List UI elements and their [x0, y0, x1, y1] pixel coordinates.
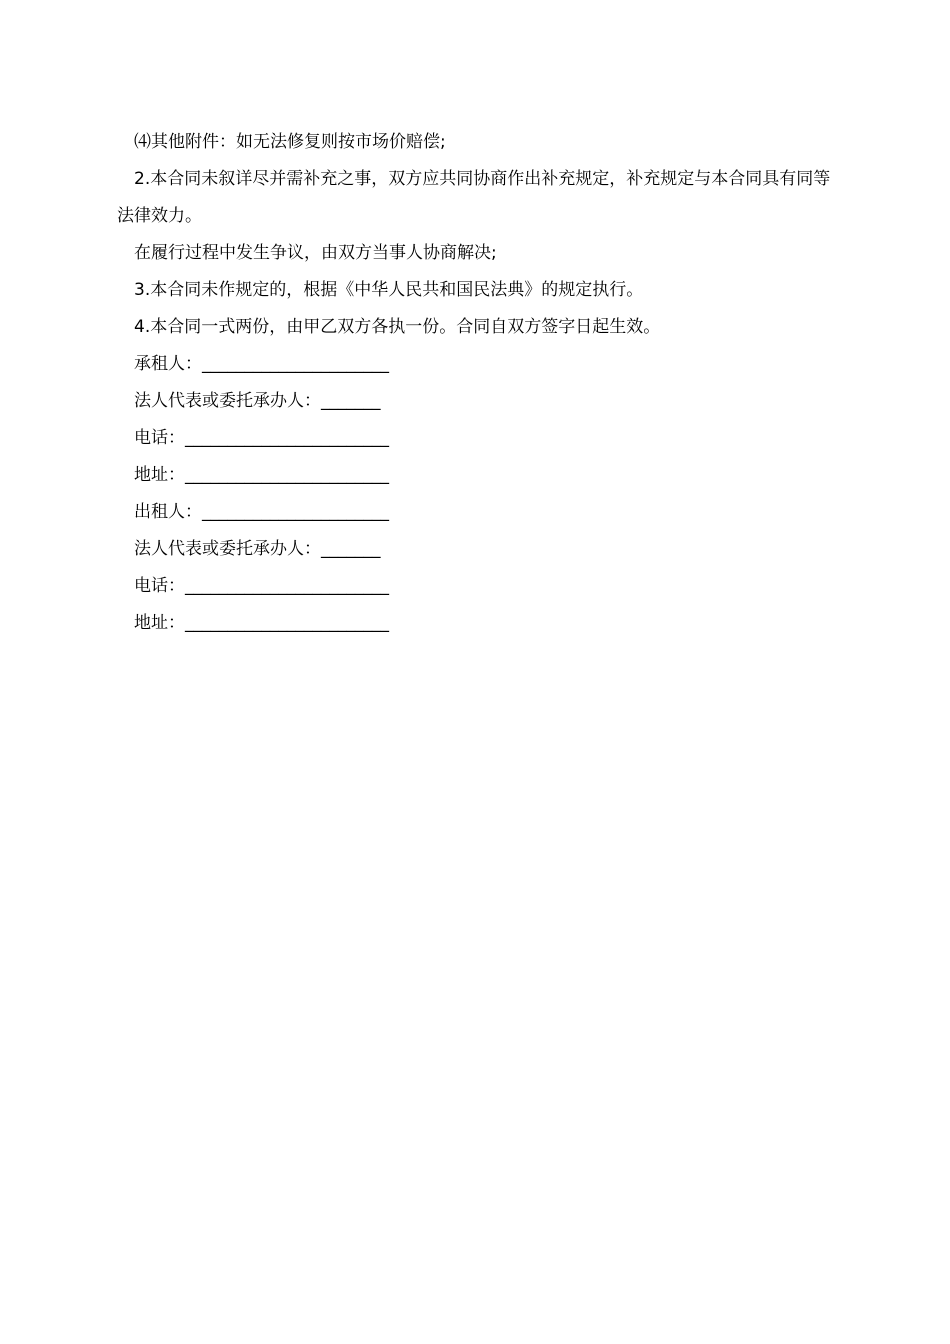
lessee-phone-field: 电话：________________________: [134, 428, 389, 448]
lessor-address-field: 地址：________________________: [134, 613, 389, 633]
paragraph-civil-code: 3.本合同未作规定的，根据《中华人民共和国民法典》的规定执行。: [134, 280, 644, 300]
lessee-address-field: 地址：________________________: [134, 465, 389, 485]
paragraph-attachments: ⑷其他附件：如无法修复则按市场价赔偿;: [134, 132, 446, 152]
document-body: [117, 124, 833, 642]
lessor-representative-field: 法人代表或委托承办人：_______: [134, 539, 381, 559]
lessor-field: 出租人：______________________: [134, 502, 389, 522]
lessor-phone-field: 电话：________________________: [134, 576, 389, 596]
paragraph-supplement: 2.本合同未叙详尽并需补充之事，双方应共同协商作出补充规定，补充规定与本合同具有同等法律效力。: [117, 169, 831, 226]
lessee-representative-field: 法人代表或委托承办人：_______: [134, 391, 381, 411]
lessee-field: 承租人：______________________: [134, 354, 389, 374]
paragraph-dispute: 在履行过程中发生争议，由双方当事人协商解决;: [134, 243, 497, 263]
paragraph-copies: 4.本合同一式两份，由甲乙双方各执一份。合同自双方签字日起生效。: [134, 317, 661, 337]
